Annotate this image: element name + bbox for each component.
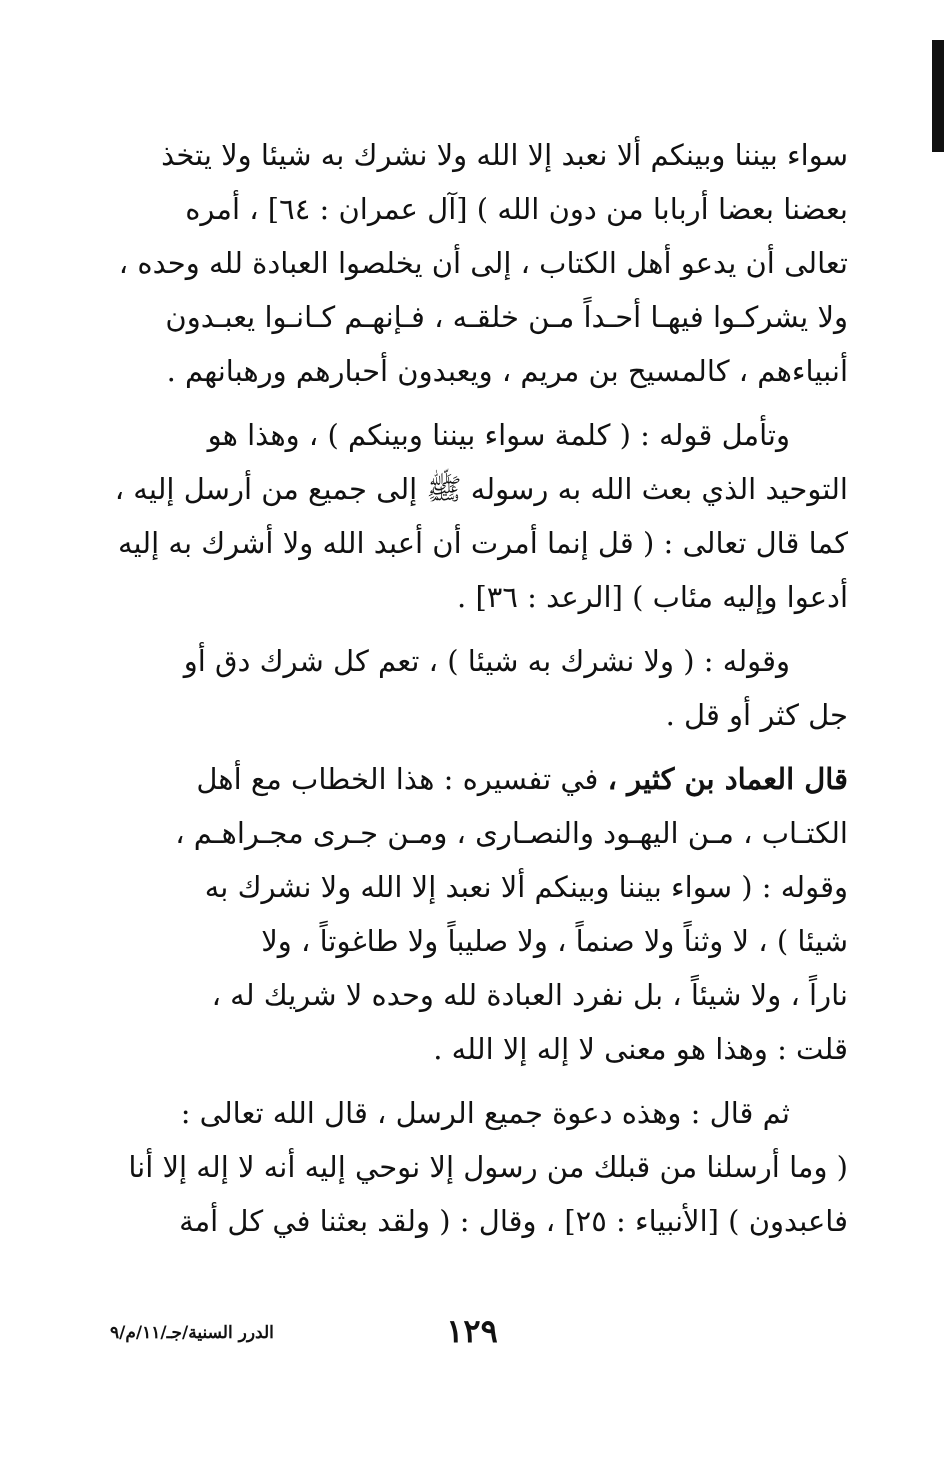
text-line: وقوله : ( سواء بيننا وبينكم ألا نعبد إلا الله ولا نشرك به [204,870,848,904]
text-line: بعضنا بعضا أربابا من دون الله ) [آل عمران : ٦٤] ، أمره [185,192,848,226]
text-line: التوحيد الذي بعث الله به رسوله ﷺ إلى جميع من أرسل إليه ، [114,472,848,506]
paragraph-2 [100,408,848,624]
text-line: ( وما أرسلنا من قبلك من رسول إلا نوحي إليه أنه لا إله إلا أنا [128,1150,848,1184]
text-line: تعالى أن يدعو أهل الكتاب ، إلى أن يخلصوا العبادة لله وحده ، [118,246,848,280]
author-citation: قال العماد بن كثير ، [607,762,848,796]
paragraph-4 [100,752,848,1076]
text-line: قلت : وهذا هو معنى لا إله إلا الله . [433,1032,848,1066]
page-number: ١٢٩ [446,1312,498,1350]
page-edge-mark [932,40,944,152]
text-line: وتأمل قوله : ( كلمة سواء بيننا وبينكم ) ، وهذا هو [207,418,790,452]
text-line: سواء بيننا وبينكم ألا نعبد إلا الله ولا نشرك به شيئا ولا يتخذ [161,138,848,172]
book-signature: الدرر السنية/جـ/١١/م/٩ [110,1323,274,1343]
text-line: أنبياءهم ، كالمسيح بن مريم ، ويعبدون أحبارهم ورهبانهم . [166,354,848,388]
paragraph-1 [100,128,848,398]
text-line: ثم قال : وهذه دعوة جميع الرسل ، قال الله تعالى : [180,1096,790,1130]
paragraph-3 [100,634,848,742]
text-line: جل كثر أو قل . [665,698,848,732]
text-line: الكتـاب ، مـن اليهـود والنصـارى ، ومـن جـرى مجـراهـم ، [175,816,848,850]
paragraph-5 [100,1086,848,1248]
text-line: فاعبدون ) [الأنبياء : ٢٥] ، وقال : ( ولقد بعثنا في كل أمة [179,1204,848,1238]
text-line-rest: في تفسيره : هذا الخطاب مع أهل [196,762,608,796]
text-line: كما قال تعالى : ( قل إنما أمرت أن أعبد الله ولا أشرك به إليه [117,526,848,560]
text-line-with-lead [100,752,848,806]
text-line: ولا يشركـوا فيهـا أحـداً مـن خلقـه ، فـإنهـم كـانـوا يعبـدون [165,300,848,334]
text-line: شيئا ) ، لا وثناً ولا صنماً ، ولا صليباً ولا طاغوتاً ، ولا [261,924,848,958]
text-line: وقوله : ( ولا نشرك به شيئا ) ، تعم كل شرك دق أو [183,644,790,678]
text-line: أدعوا وإليه مئاب ) [الرعد : ٣٦] . [457,580,848,614]
text-line: ناراً ، ولا شيئاً ، بل نفرد العبادة لله وحده لا شريك له ، [211,978,848,1012]
page-body [100,128,848,1258]
